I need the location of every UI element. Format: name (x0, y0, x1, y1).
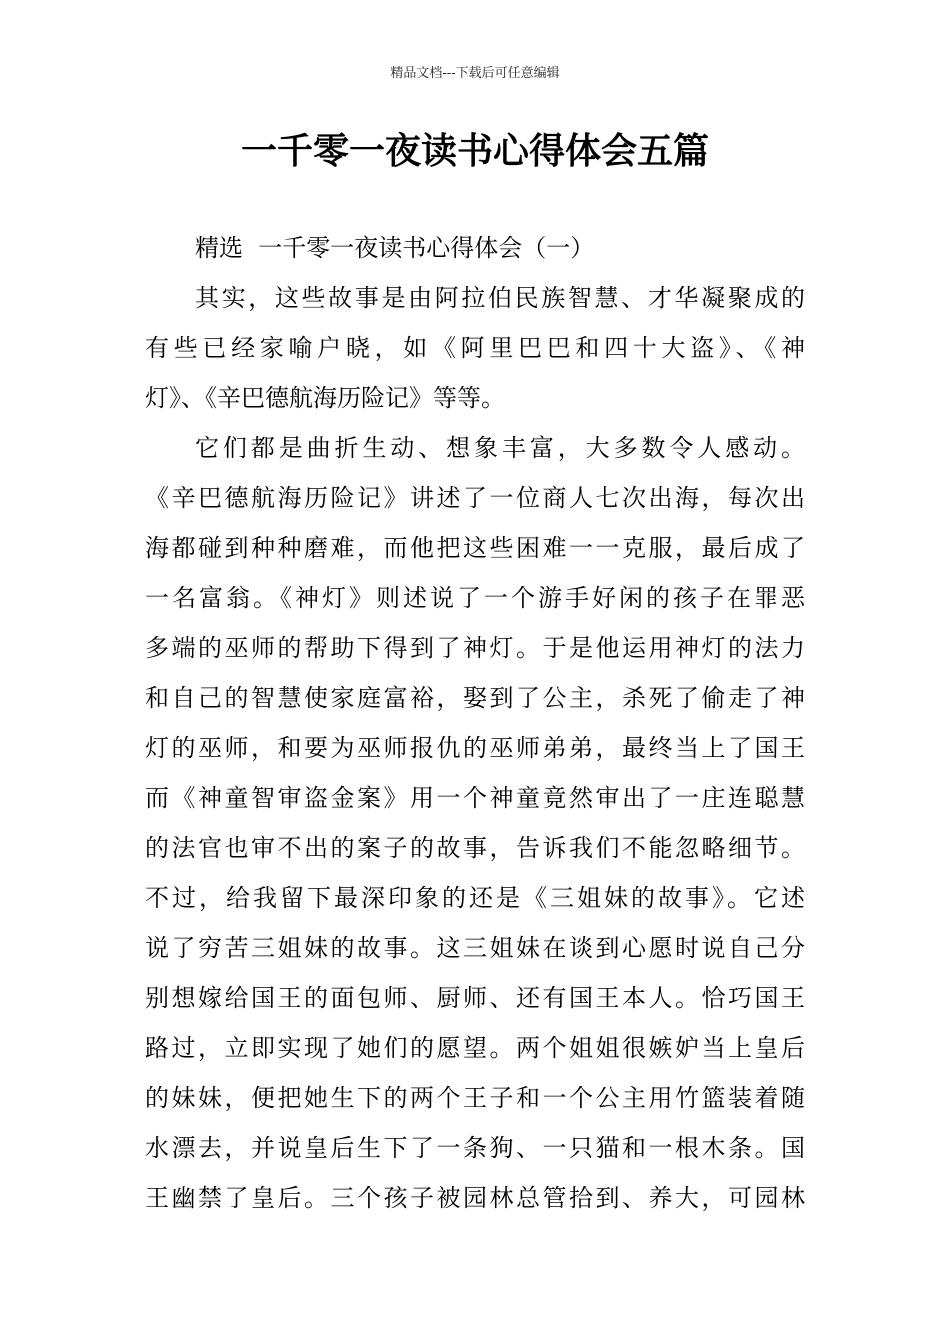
text-line: 有些已经家喻户晓，如《阿里巴巴和四十大盗》、《神 (145, 334, 805, 362)
text-line: 一名富翁。《神灯》则述说了一个游手好闲的孩子在罪恶 (145, 584, 805, 612)
page-header: 精品文档---下载后可任意编辑 (390, 66, 560, 81)
text-line: 别想嫁给国王的面包师、厨师、还有国王本人。恰巧国王 (145, 984, 805, 1012)
text-line: 多端的巫师的帮助下得到了神灯。于是他运用神灯的法力 (145, 634, 805, 662)
text-line: 它们都是曲折生动、想象丰富，大多数令人感动。 (195, 434, 805, 462)
text-line: 和自己的智慧使家庭富裕，娶到了公主，杀死了偷走了神 (145, 684, 805, 712)
section-heading: 精选 一千零一夜读书心得体会（一） (195, 234, 595, 262)
text-line: 不过，给我留下最深印象的还是《三姐妹的故事》。它述 (145, 884, 805, 912)
text-line: 的妹妹，便把她生下的两个王子和一个公主用竹篮装着随 (145, 1084, 805, 1112)
text-line: 水漂去，并说皇后生下了一条狗、一只猫和一根木条。国 (145, 1134, 805, 1162)
text-line: 灯》、《辛巴德航海历险记》等等。 (145, 384, 505, 412)
document-title: 一千零一夜读书心得体会五篇 (240, 131, 709, 172)
text-line: 王幽禁了皇后。三个孩子被园林总管拾到、养大，可园林 (145, 1184, 805, 1212)
text-line: 而《神童智审盗金案》用一个神童竟然审出了一庄连聪慧 (145, 784, 805, 812)
text-line: 路过，立即实现了她们的愿望。两个姐姐很嫉妒当上皇后 (145, 1034, 805, 1062)
text-line: 的法官也审不出的案子的故事，告诉我们不能忽略细节。 (145, 834, 805, 862)
text-line: 《辛巴德航海历险记》讲述了一位商人七次出海，每次出 (145, 484, 805, 512)
text-line: 说了穷苦三姐妹的故事。这三姐妹在谈到心愿时说自己分 (145, 934, 805, 962)
text-line: 灯的巫师，和要为巫师报仇的巫师弟弟，最终当上了国王 (145, 734, 805, 762)
text-line: 海都碰到种种磨难，而他把这些困难一一克服，最后成了 (145, 534, 805, 562)
text-line: 其实，这些故事是由阿拉伯民族智慧、才华凝聚成的 (195, 284, 805, 312)
